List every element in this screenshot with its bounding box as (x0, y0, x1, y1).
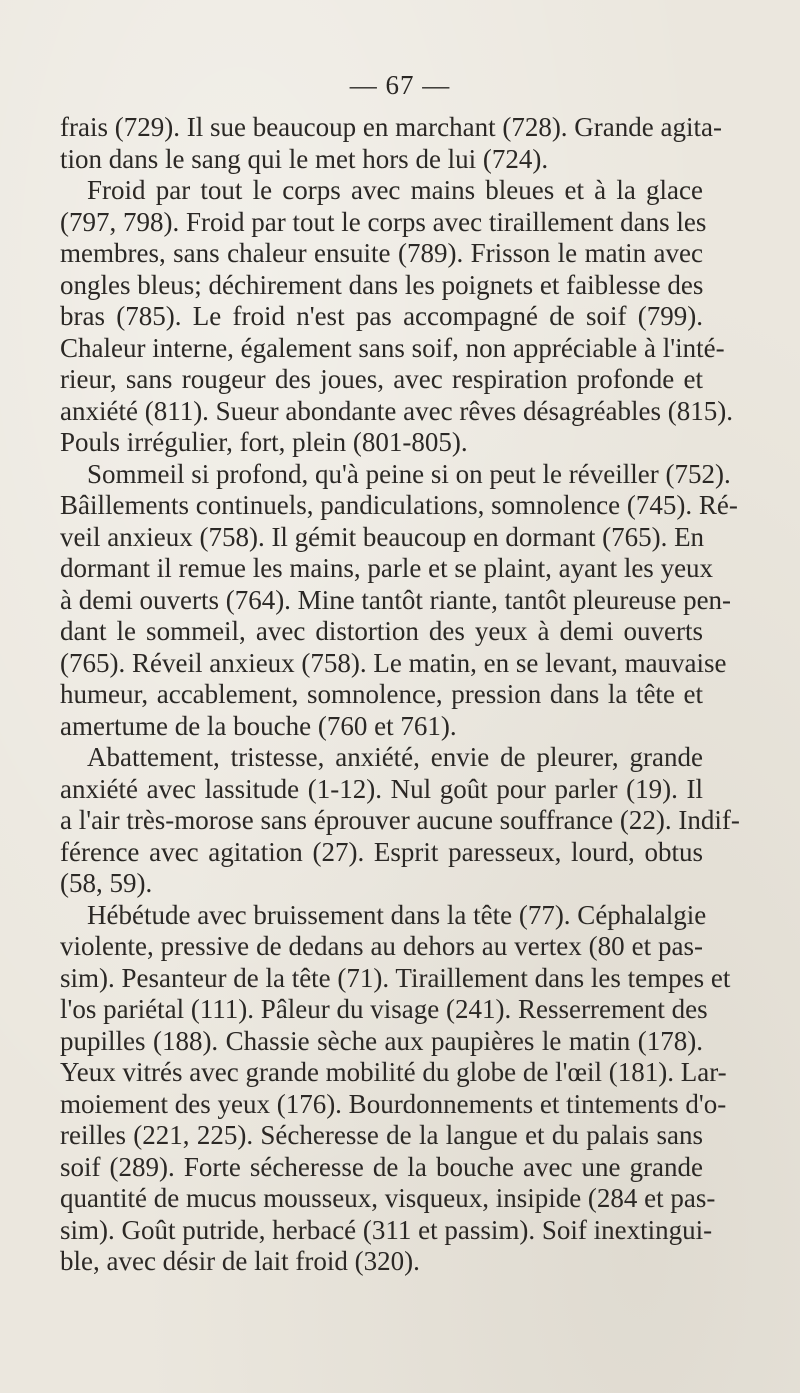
text-line: ongles bleus; déchirement dans les poignets et faiblesse des (60, 269, 704, 300)
paragraph-1 (60, 112, 722, 175)
text-line: ble, avec désir de lait froid (320). (60, 1246, 420, 1276)
paragraph-3 (60, 458, 738, 743)
text-line: humeur, accablement, somnolence, pression dans la tête et (60, 679, 703, 709)
text-line: (58, 59). (60, 868, 153, 898)
text-line: (765). Réveil anxieux (758). Le matin, en se levant, mauvaise (60, 647, 727, 678)
paragraph-4 (60, 742, 740, 900)
text-line: (797, 798). Froid par tout le corps avec tiraillement dans les (60, 206, 707, 237)
text-line: l'os pariétal (111). Pâleur du visage (241). Resserrement des (60, 994, 708, 1024)
text-line: à demi ouverts (764). Mine tantôt riante, tantôt pleureuse pen- (60, 584, 732, 615)
text-line: reilles (221, 225). Sécheresse de la langue et du palais sans (60, 1120, 703, 1150)
text-line: Sommeil si profond, qu'à peine si on peut le réveiller (752). (87, 458, 731, 489)
text-line: Abattement, tristesse, anxiété, envie de pleurer, grande (87, 742, 703, 772)
text-line: Hébétude avec bruissement dans la tête (77). Céphalalgie (87, 899, 707, 930)
text-line: moiement des yeux (176). Bourdonnements et tintements d'o- (60, 1088, 727, 1119)
text-line: anxiété (811). Sueur abondante avec rêves désagréables (815). (60, 395, 733, 426)
text-line: soif (289). Forte sécheresse de la bouche avec une grande (60, 1151, 703, 1182)
text-line: pupilles (188). Chassie sèche aux paupières le matin (178). (60, 1025, 703, 1056)
text-line: Chaleur interne, également sans soif, non appréciable à l'inté- (60, 332, 725, 363)
text-line: Froid par tout le corps avec mains bleues et à la glace (87, 175, 703, 205)
text-line: a l'air très-morose sans éprouver aucune souffrance (22). Indif- (60, 805, 740, 835)
text-line: Pouls irrégulier, fort, plein (801-805). (60, 427, 468, 457)
text-line: tion dans le sang qui le met hors de lui (724). (60, 143, 549, 174)
text-line: Bâillements continuels, pandiculations, somnolence (745). Ré- (60, 490, 738, 520)
text-line: membres, sans chaleur ensuite (789). Frisson le matin avec (60, 238, 703, 268)
text-line: sim). Goût putride, herbacé (311 et passim). Soif inextingui- (60, 1214, 713, 1245)
text-line: dormant il remue les mains, parle et se plaint, ayant les yeux (60, 553, 714, 583)
text-line: Yeux vitrés avec grande mobilité du globe de l'œil (181). Lar- (60, 1057, 727, 1087)
text-line: bras (785). Le froid n'est pas accompagné de soif (799). (60, 301, 703, 331)
paragraph-2 (60, 175, 733, 459)
text-line: amertume de la bouche (760 et 761). (60, 710, 457, 741)
text-line: rieur, sans rougeur des joues, avec respiration profonde et (60, 364, 703, 394)
text-line: anxiété avec lassitude (1-12). Nul goût pour parler (19). Il (60, 773, 703, 804)
text-line: dant le sommeil, avec distortion des yeux à demi ouverts (60, 616, 703, 646)
body-text (60, 112, 740, 1278)
text-line: violente, pressive de dedans au dehors au vertex (80 et pas- (60, 931, 703, 961)
text-line: quantité de mucus mousseux, visqueux, insipide (284 et pas- (60, 1183, 716, 1213)
page-number: — 67 — (349, 70, 451, 100)
text-line: frais (729). Il sue beaucoup en marchant (728). Grande agita- (60, 112, 722, 142)
text-line: férence avec agitation (27). Esprit paresseux, lourd, obtus (60, 836, 703, 867)
text-line: sim). Pesanteur de la tête (71). Tiraillement dans les tempes et (60, 962, 731, 993)
text-line: veil anxieux (758). Il gémit beaucoup en dormant (765). En (60, 521, 705, 552)
paragraph-5 (60, 899, 731, 1278)
